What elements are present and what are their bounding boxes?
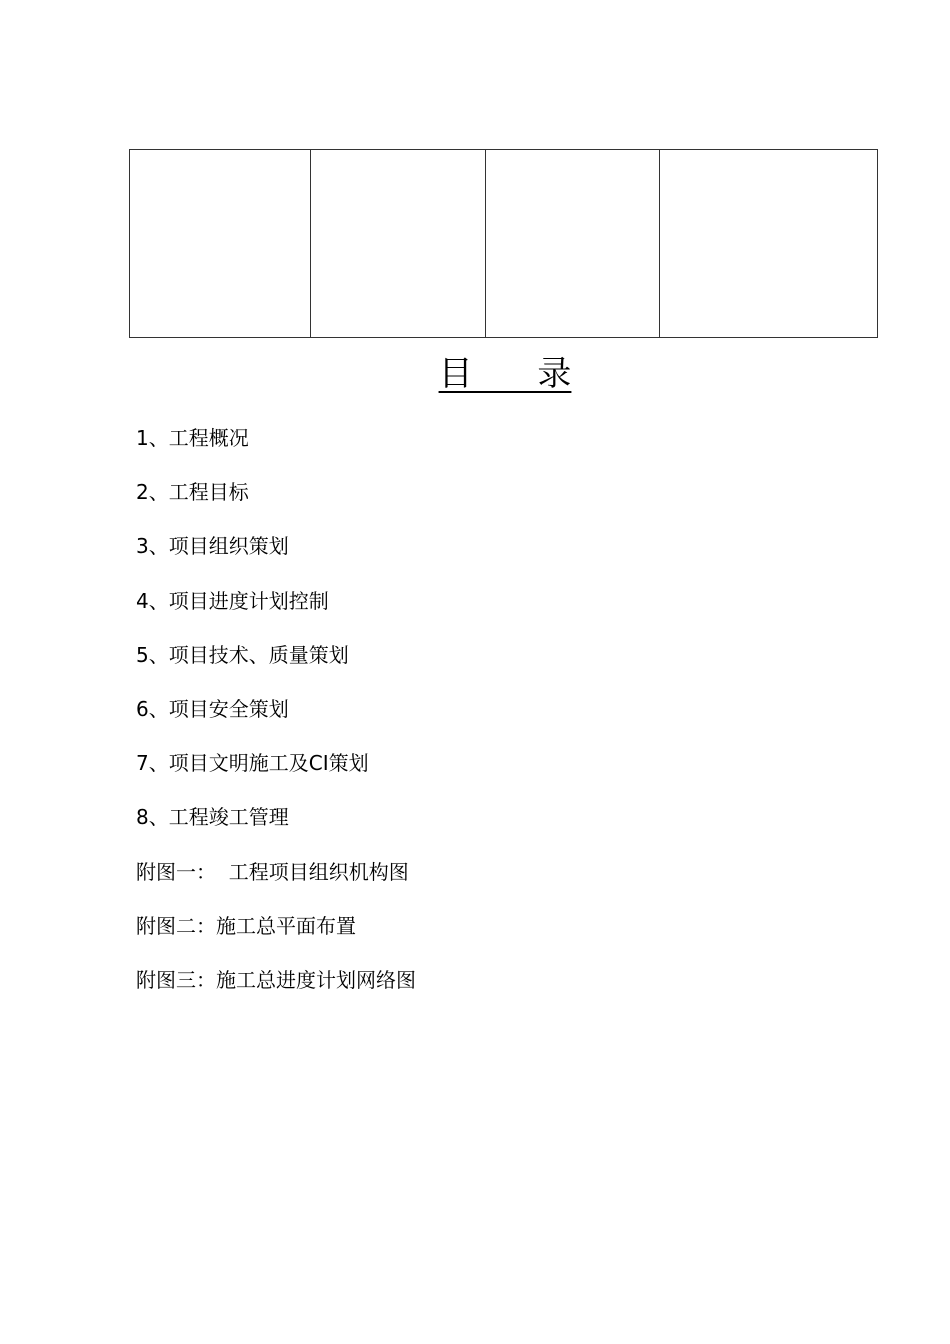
signature-table-row [130, 150, 878, 338]
toc-item[interactable]: 8、工程竣工管理 [136, 805, 289, 830]
signature-table [129, 149, 878, 338]
signature-cell-4 [660, 150, 878, 338]
signature-cell-2 [311, 150, 486, 338]
signature-cell-1 [130, 150, 311, 338]
toc-item[interactable]: 7、项目文明施工及CI策划 [136, 751, 369, 776]
toc-appendix-item[interactable]: 附图一： 工程项目组织机构图 [136, 859, 409, 884]
toc-appendix-item[interactable]: 附图二：施工总平面布置 [136, 913, 356, 938]
toc-list [136, 423, 416, 1019]
toc-title [0, 352, 950, 396]
toc-item[interactable]: 3、项目组织策划 [136, 534, 289, 559]
toc-item[interactable]: 5、项目技术、质量策划 [136, 642, 349, 667]
toc-item[interactable]: 2、工程目标 [136, 480, 249, 505]
toc-appendix-item[interactable]: 附图三：施工总进度计划网络图 [136, 967, 416, 992]
toc-item[interactable]: 1、工程概况 [136, 426, 249, 450]
signature-cell-3 [486, 150, 660, 338]
toc-item[interactable]: 4、项目进度计划控制 [136, 588, 329, 613]
toc-item[interactable]: 6、项目安全策划 [136, 696, 289, 721]
toc-title-text: 目 录 [438, 354, 572, 394]
